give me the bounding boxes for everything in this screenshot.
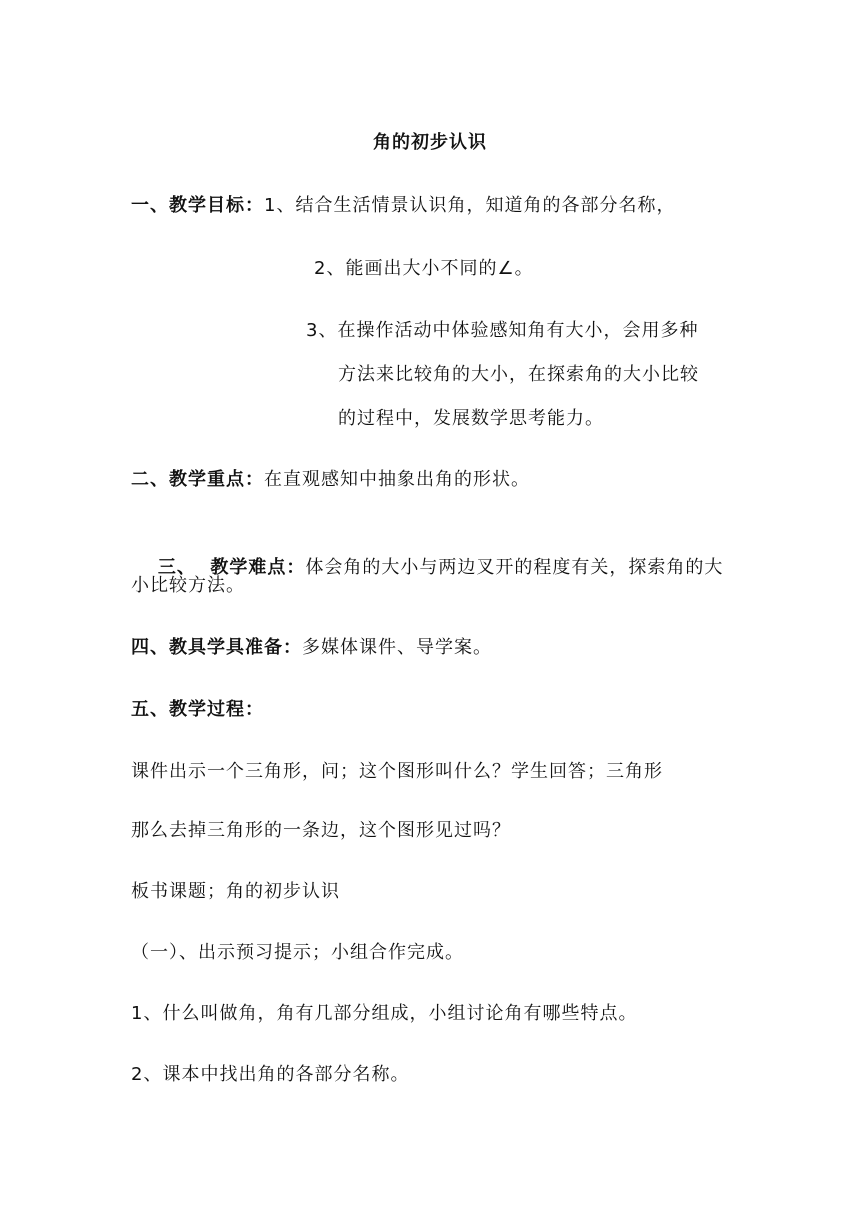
process-label: 五、教学过程： [131, 699, 264, 720]
objective-item-3: 3、在操作活动中体验感知角有大小，会用多种 [306, 320, 699, 341]
document-title: 角的初步认识 [373, 132, 487, 153]
objectives-line-1 [131, 193, 675, 219]
process-line-3: 板书课题；角的初步认识 [131, 881, 340, 902]
process-line-5: 1、什么叫做角，角有几部分组成，小组讨论角有哪些特点。 [131, 1003, 638, 1024]
difficulties-label: 三、 教学难点： [157, 557, 306, 578]
objective-item-3-cont-1: 方法来比较角的大小，在探索角的大小比较 [338, 364, 699, 385]
process-line-2: 那么去掉三角形的一条边，这个图形见过吗？ [131, 820, 511, 841]
difficulties-text-cont: 小比较方法。 [131, 575, 245, 596]
materials-line [131, 635, 492, 661]
objectives-label: 一、教学目标： [131, 195, 264, 216]
process-line-4: （一）、出示预习提示；小组合作完成。 [131, 942, 464, 963]
key-points-label: 二、教学重点： [131, 469, 264, 490]
key-points-line [131, 467, 530, 493]
materials-text: 多媒体课件、导学案。 [302, 637, 492, 658]
materials-label: 四、教具学具准备： [131, 637, 302, 658]
difficulties-text: 体会角的大小与两边叉开的程度有关，探索角的大 [305, 557, 724, 578]
process-line-6: 2、课本中找出角的各部分名称。 [131, 1064, 410, 1085]
process-line-1: 课件出示一个三角形，问；这个图形叫什么？学生回答；三角形 [131, 761, 663, 782]
objective-item-1: 1、结合生活情景认识角，知道角的各部分名称， [264, 195, 676, 216]
key-points-text: 在直观感知中抽象出角的形状。 [264, 469, 530, 490]
objective-item-2: 2、能画出大小不同的∠。 [314, 258, 534, 279]
objective-item-3-cont-2: 的过程中，发展数学思考能力。 [338, 408, 604, 429]
